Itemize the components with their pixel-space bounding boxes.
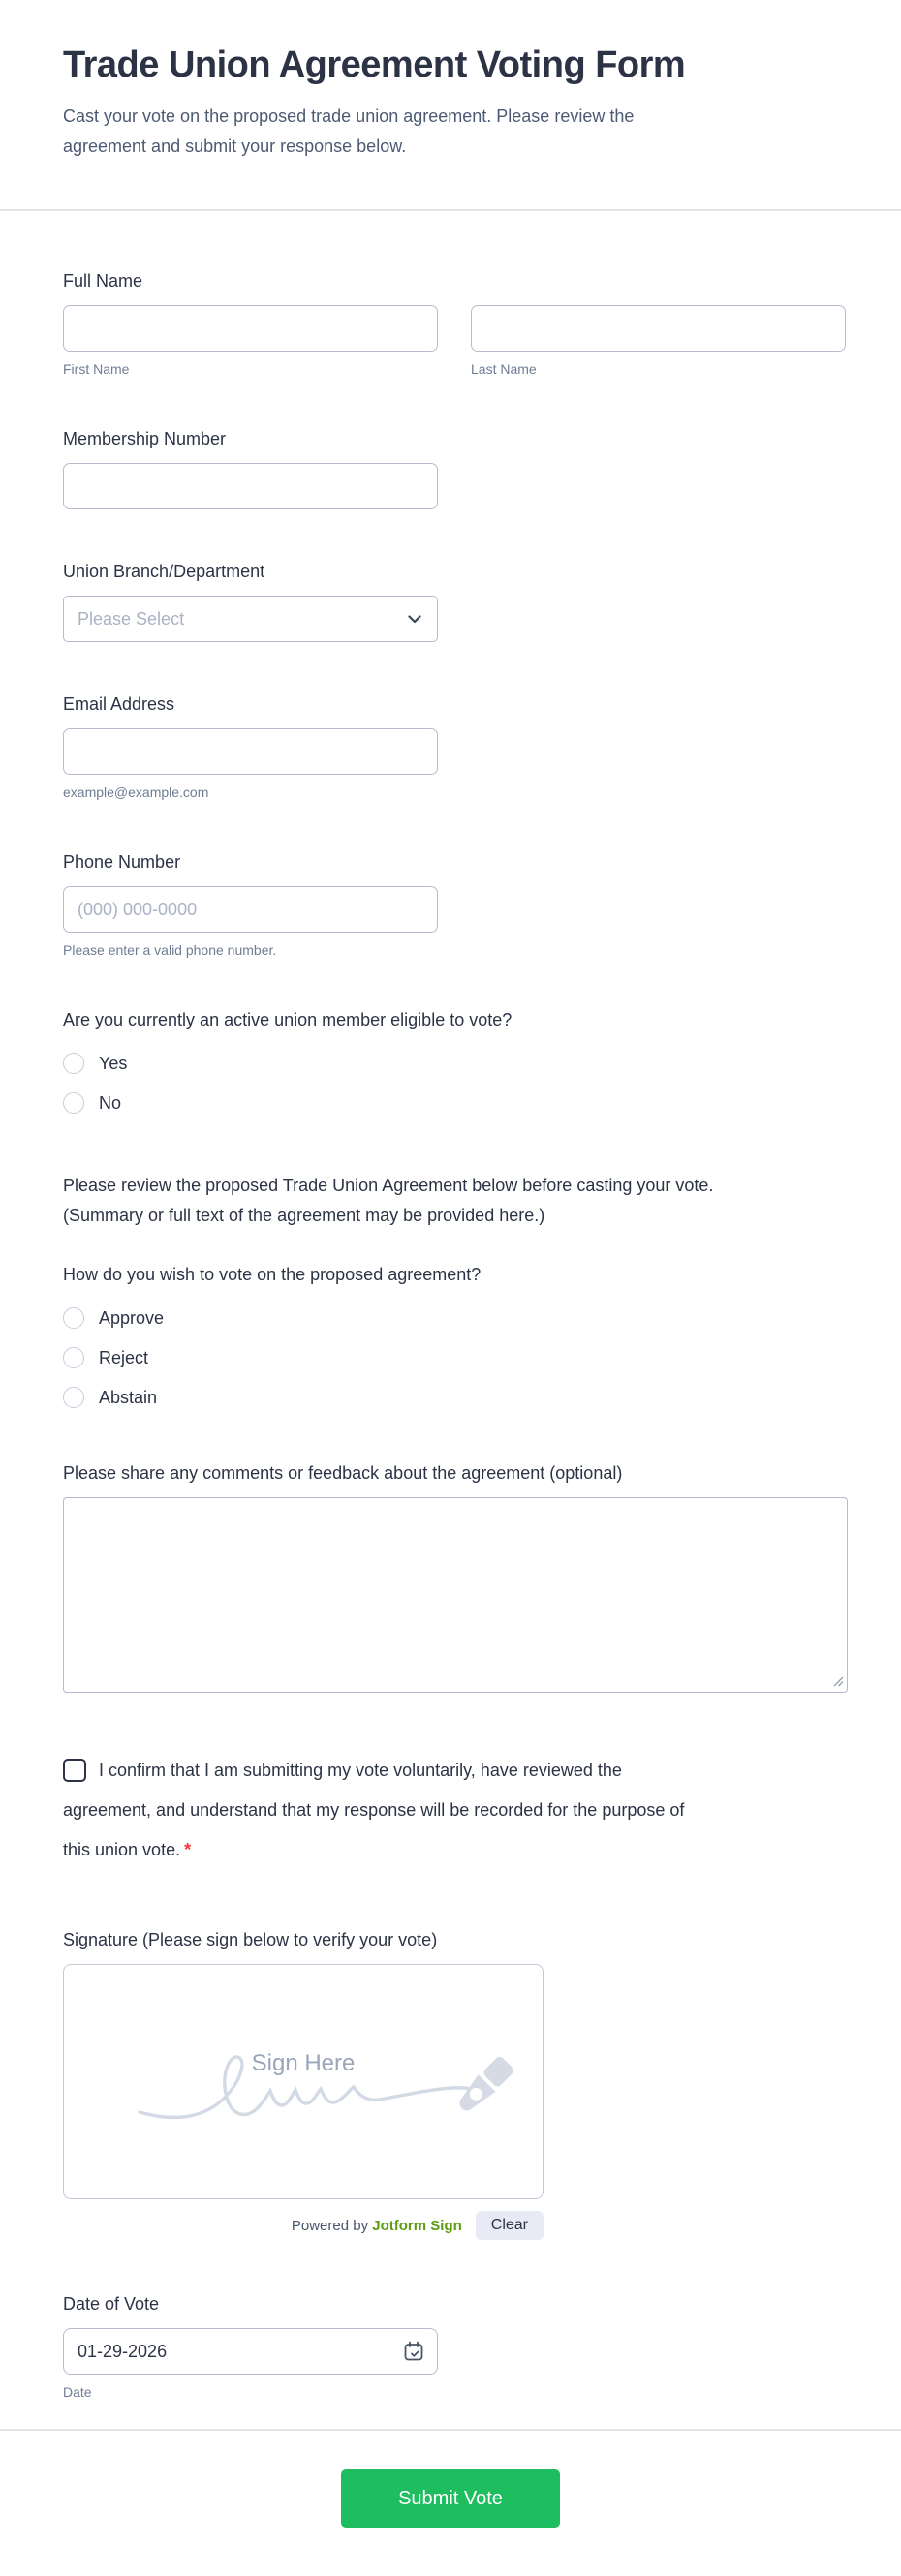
field-comments xyxy=(63,1463,848,1693)
union-branch-label: Union Branch/Department xyxy=(63,562,265,582)
date-input[interactable] xyxy=(63,2328,438,2375)
powered-by-text: Powered by Jotform Sign xyxy=(291,2217,462,2234)
membership-number-label: Membership Number xyxy=(63,429,227,449)
field-signature xyxy=(63,1930,848,2240)
union-branch-select[interactable] xyxy=(63,596,438,642)
page-title: Trade Union Agreement Voting Form xyxy=(63,45,686,85)
full-name-label: Full Name xyxy=(63,271,143,291)
field-phone xyxy=(63,852,848,958)
radio-icon[interactable] xyxy=(63,1347,84,1368)
last-name-sublabel: Last Name xyxy=(471,361,537,378)
date-sublabel: Date xyxy=(63,2384,92,2401)
field-membership-number xyxy=(63,429,848,509)
clear-signature-button[interactable]: Clear xyxy=(476,2211,544,2240)
radio-icon[interactable] xyxy=(63,1092,84,1114)
vote-question-label: How do you wish to vote on the proposed agreement? xyxy=(63,1265,482,1285)
last-name-input[interactable] xyxy=(471,305,846,352)
page-subtitle: Cast your vote on the proposed trade union agreement. Please review the agreement and submit your response below. xyxy=(63,107,635,156)
email-sublabel: example@example.com xyxy=(63,784,209,801)
form-header xyxy=(0,0,901,209)
form-body xyxy=(0,211,901,2400)
phone-sublabel: Please enter a valid phone number. xyxy=(63,942,277,959)
phone-label: Phone Number xyxy=(63,852,181,873)
email-label: Email Address xyxy=(63,694,175,715)
field-vote-choice xyxy=(63,1265,848,1413)
email-input[interactable] xyxy=(63,728,438,775)
field-eligibility xyxy=(63,1010,848,1119)
radio-icon[interactable] xyxy=(63,1387,84,1408)
signature-pad[interactable] xyxy=(63,1964,544,2199)
first-name-sublabel: First Name xyxy=(63,361,130,378)
field-date-of-vote xyxy=(63,2294,848,2400)
submit-vote-button[interactable]: Submit Vote xyxy=(341,2469,560,2528)
eligibility-question-label: Are you currently an active union member eligible to vote? xyxy=(63,1010,513,1030)
first-name-input[interactable] xyxy=(63,305,438,352)
date-label: Date of Vote xyxy=(63,2294,160,2315)
required-asterisk: * xyxy=(184,1840,192,1860)
resize-handle-icon[interactable] xyxy=(832,1675,844,1687)
radio-icon[interactable] xyxy=(63,1053,84,1074)
field-full-name xyxy=(63,271,848,377)
agreement-review-note: Please review the proposed Trade Union Agreement below before casting your vote. (Summary or full text of the agreement may be provided here.) xyxy=(63,1176,714,1225)
comments-textarea[interactable] xyxy=(63,1497,848,1693)
confirmation-checkbox[interactable] xyxy=(63,1759,86,1782)
signature-squiggle xyxy=(134,2040,521,2137)
membership-number-input[interactable] xyxy=(63,463,438,509)
sign-here-placeholder: Sign Here xyxy=(251,2050,356,2077)
field-email xyxy=(63,694,848,800)
chevron-down-icon xyxy=(406,610,423,628)
pen-nib-icon xyxy=(453,2054,516,2117)
signature-label: Signature (Please sign below to verify your vote) xyxy=(63,1930,438,1950)
eligibility-option-yes[interactable]: Yes xyxy=(63,1048,848,1079)
comments-label: Please share any comments or feedback about the agreement (optional) xyxy=(63,1463,623,1484)
field-union-branch xyxy=(63,562,848,642)
calendar-check-icon[interactable] xyxy=(402,2340,425,2363)
phone-input[interactable] xyxy=(63,886,438,933)
select-placeholder: Please Select xyxy=(78,608,185,629)
eligibility-option-no[interactable]: No xyxy=(63,1088,848,1119)
vote-option-approve[interactable]: Approve xyxy=(63,1303,848,1334)
vote-option-abstain[interactable]: Abstain xyxy=(63,1382,848,1413)
submit-section xyxy=(0,2429,901,2576)
confirmation-label: I confirm that I am submitting my vote voluntarily, have reviewed the agreement, and understand that my response will be recorded for the purpose of this union vote. xyxy=(63,1761,685,1860)
vote-option-reject[interactable]: Reject xyxy=(63,1342,848,1373)
field-confirmation xyxy=(63,1751,698,1870)
radio-icon[interactable] xyxy=(63,1307,84,1329)
jotform-sign-brand: Jotform Sign xyxy=(372,2217,462,2234)
